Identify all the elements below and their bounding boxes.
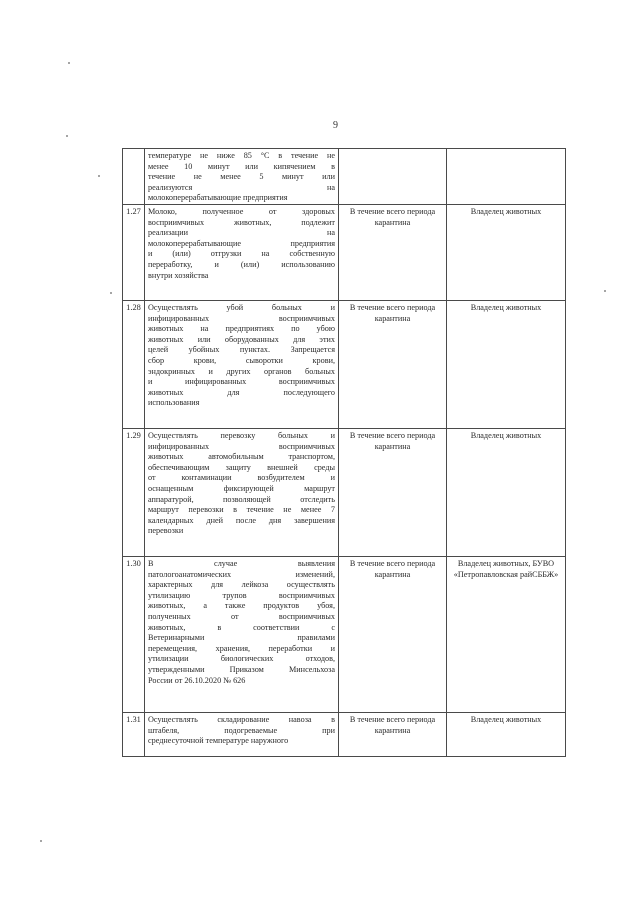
measure-text-line: эндокринных и других органов больных (148, 366, 335, 376)
measure-text-line: животных для последующего (148, 387, 335, 397)
row-number-cell: 1.30 (123, 556, 145, 712)
measure-text-line: животных автомобильным транспортом, (148, 452, 335, 462)
responsible-cell (447, 149, 566, 205)
measure-text-line: перемещения, хранения, переработки и (148, 643, 335, 653)
measure-text-line: от контаминации возбудителем и (148, 473, 335, 483)
table-row (123, 204, 566, 300)
measure-text-line: штабеля, подогреваемые при (148, 725, 335, 735)
measure-text-line: В случае выявления (148, 558, 335, 568)
measure-text-line: молокоперерабатывающие предприятия (148, 193, 288, 203)
responsible-cell: Владелец животных (447, 428, 566, 556)
measure-text-line: использования (148, 398, 200, 408)
measure-text-cell (145, 204, 339, 300)
measure-text-line: среднесуточной температуре наружного (148, 736, 289, 746)
measure-text-line: молокоперерабатывающие предприятия (148, 238, 335, 248)
measure-text-cell (145, 712, 339, 756)
row-number-cell: 1.28 (123, 300, 145, 428)
measure-text-line: оснащенным фиксирующей маршрут (148, 483, 335, 493)
measure-text-line: Осуществлять складирование навоза в (148, 714, 335, 724)
measure-text-line: аппаратурой, позволяющей отследить (148, 494, 335, 504)
measure-text-line: утилизации биологических отходов, (148, 654, 335, 664)
scan-speck (98, 175, 100, 177)
measure-text-line: России от 26.10.2020 № 626 (148, 675, 246, 685)
measure-text-line: Осуществлять перевозку больных и (148, 430, 335, 440)
measure-text-line: Ветеринарными правилами (148, 633, 335, 643)
measure-text-line: течение не менее 5 минут или (148, 172, 335, 182)
table-row-continuation (123, 149, 566, 205)
measure-text-line: животных, а также продуктов убоя, (148, 601, 335, 611)
table-row (123, 300, 566, 428)
measure-text-cell (145, 428, 339, 556)
measure-text-cell (145, 149, 339, 205)
measure-text-line: и инфицированных восприимчивых (148, 377, 335, 387)
table-row (123, 428, 566, 556)
responsible-cell: Владелец животных (447, 300, 566, 428)
measure-text-line: менее 10 минут или кипячением в (148, 161, 335, 171)
responsible-cell: Владелец животных, БУВО «Петропавловская райСББЖ» (447, 556, 566, 712)
responsible-cell: Владелец животных (447, 712, 566, 756)
measure-text-line: календарных дней после дня завершения (148, 515, 335, 525)
term-cell: В течение всего периода карантина (339, 300, 447, 428)
measure-text-line: и (или) отгрузки на собственную (148, 249, 335, 259)
measure-text-line: утвержденными Приказом Минсельхоза (148, 664, 335, 674)
measure-text-line: целей убойных пунктах. Запрещается (148, 345, 335, 355)
measure-text-line: переработку, и (или) использованию (148, 259, 335, 269)
term-cell: В течение всего периода карантина (339, 428, 447, 556)
measure-text-line: инфицированных восприимчивых (148, 313, 335, 323)
measure-text-line: инфицированных восприимчивых (148, 441, 335, 451)
scan-speck (110, 292, 112, 294)
row-number-cell: 1.29 (123, 428, 145, 556)
table-row (123, 712, 566, 756)
measure-text-line: полученных от восприимчивых (148, 611, 335, 621)
measure-text-line: животных или оборудованных для этих (148, 334, 335, 344)
scan-speck (40, 840, 42, 842)
responsible-cell: Владелец животных (447, 204, 566, 300)
measure-text-line: восприимчивых животных, подлежит (148, 217, 335, 227)
row-number-cell: 1.31 (123, 712, 145, 756)
measure-text-line: патологоанатомических изменений, (148, 569, 335, 579)
term-cell (339, 149, 447, 205)
table-row (123, 556, 566, 712)
measures-table (122, 148, 566, 757)
measure-text-line: обеспечивающим защиту внешней среды (148, 462, 335, 472)
measure-text-line: животных, в соответствии с (148, 622, 335, 632)
measure-text-line: температуре не ниже 85 °С в течение не (148, 151, 335, 160)
term-cell: В течение всего периода карантина (339, 204, 447, 300)
measure-text-cell (145, 300, 339, 428)
measure-text-line: Осуществлять убой больных и (148, 302, 335, 312)
scan-speck (66, 135, 68, 137)
measure-text-line: маршрут перевозки в течение не менее 7 (148, 505, 335, 515)
measure-text-cell (145, 556, 339, 712)
scan-speck (604, 290, 606, 292)
measure-text-line: реализуются на (148, 182, 335, 192)
row-number-cell (123, 149, 145, 205)
measure-text-line: перевозки (148, 526, 184, 536)
measure-text-line: реализации на (148, 228, 335, 238)
measure-text-line: утилизацию трупов восприимчивых (148, 590, 335, 600)
measure-text-line: характерных для лейкоза осуществлять (148, 580, 335, 590)
scan-speck (68, 62, 70, 64)
measure-text-line: сбор крови, сыворотки крови, (148, 355, 335, 365)
term-cell: В течение всего периода карантина (339, 712, 447, 756)
term-cell: В течение всего периода карантина (339, 556, 447, 712)
measure-text-line: Молоко, полученное от здоровых (148, 206, 335, 216)
measure-text-line: внутри хозяйства (148, 270, 209, 280)
row-number-cell: 1.27 (123, 204, 145, 300)
page-number: 9 (333, 120, 338, 131)
measure-text-line: животных на предприятиях по убою (148, 324, 335, 334)
